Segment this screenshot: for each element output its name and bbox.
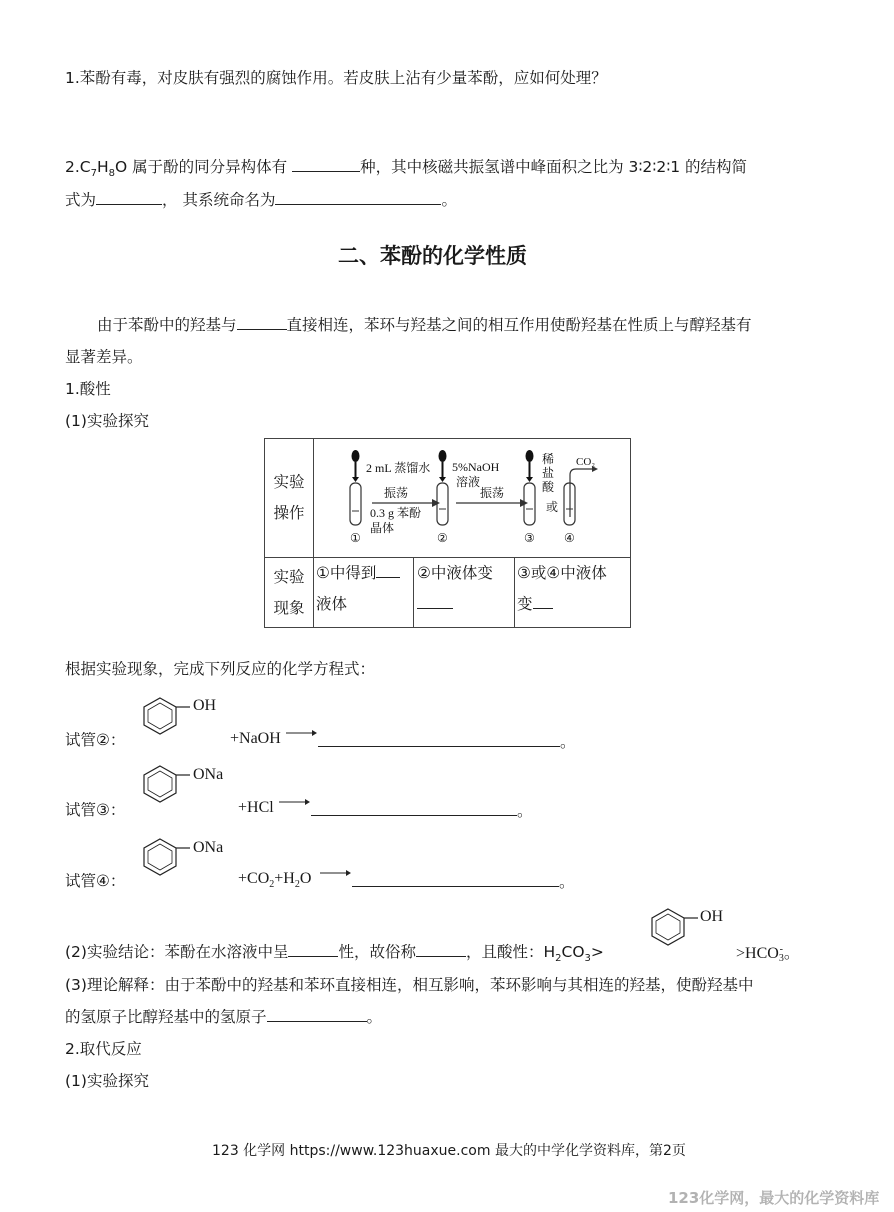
conclusion-a: (2)实验结论：苯酚在水溶液中呈 [65, 943, 289, 961]
answer-blank[interactable] [96, 189, 162, 205]
equation-2-end: 。 [517, 802, 533, 820]
page-footer: 123 化学网 https://www.123huaxue.com 最大的中学化学资料库，第2页 [212, 1143, 686, 1159]
equation-1-answer [318, 730, 576, 752]
q2-p2: 种，其中核磁共振氢谱中峰面积之比为 3∶2∶2∶1 的结构简 [360, 158, 748, 176]
equation-3-reagent-sub: 2 [269, 879, 275, 891]
conclusion-end: 。 [783, 945, 800, 962]
answer-blank[interactable] [275, 189, 441, 205]
section-title: 二、苯酚的化学性质 [338, 244, 527, 268]
conclusion-b: 性，故俗称 [338, 943, 416, 961]
observation-2 [414, 558, 515, 628]
substitution-heading: 2.取代反应 [65, 1040, 142, 1058]
question-2-line2 [65, 188, 457, 210]
conclusion-d: CO [561, 943, 585, 961]
experiment-table [264, 438, 631, 628]
equation-3-answer [352, 870, 575, 892]
observation-2-a: ②中液体变 [417, 564, 493, 582]
reaction-arrow-icon [286, 728, 318, 738]
label-water: 2 mL 蒸馏水 [366, 461, 431, 475]
answer-blank[interactable] [376, 562, 400, 578]
conclusion-sup3: - [779, 944, 783, 956]
arrow-2 [456, 499, 528, 507]
q2-line2-end: 。 [441, 191, 457, 209]
answer-blank[interactable] [237, 314, 287, 330]
theory-line2 [65, 1005, 382, 1027]
q2-sub2: 8 [108, 168, 116, 180]
observation-1-b: 液体 [316, 595, 348, 613]
equation-2-label: 试管③： [65, 801, 126, 819]
equation-2-group: ONa [193, 766, 224, 783]
label-co2: CO₂ [576, 456, 596, 468]
q2-mid: H [97, 158, 109, 176]
equation-2-reagent: +HCl [238, 799, 274, 816]
question-2 [65, 155, 747, 179]
equation-3-reagent-b: +H [274, 870, 295, 887]
theory-line2-a: 的氢原子比醇羟基中的氢原子 [65, 1008, 267, 1026]
conclusion-sub3: 3 [778, 953, 784, 965]
equation-3-reagent-sub2: 2 [294, 879, 300, 891]
test-tube-2 [437, 450, 448, 525]
q2-after-formula: O 属于酚的同分异构体有 [115, 158, 288, 176]
test-tube-3 [524, 450, 535, 525]
label-shake-1: 振荡 [384, 486, 409, 500]
theory-line1: (3)理论解释：由于苯酚中的羟基和苯环直接相连，相互影响，苯环影响与其相连的羟基，使酚羟基中 [65, 976, 754, 994]
label-or: 或 [546, 500, 559, 514]
conclusion-e: > [590, 943, 604, 961]
benzene-ring-icon [140, 763, 240, 815]
benzene-ring-icon [648, 906, 748, 958]
conclusion-f: >HCO [736, 945, 779, 962]
observation-3-b: 变 [517, 595, 533, 613]
label-phenol-b: 晶体 [370, 521, 395, 535]
benzene-ring-icon [140, 836, 240, 888]
benzene-ring-icon [140, 695, 240, 747]
equation-3-reagent [238, 870, 311, 890]
test-tube-4 [564, 466, 598, 525]
equation-1-end: 。 [560, 733, 576, 751]
conclusion-sub1: 2 [555, 953, 562, 965]
q2-sub1: 7 [90, 168, 97, 180]
answer-blank[interactable] [533, 593, 553, 609]
label-acid-c: 酸 [542, 480, 555, 494]
equation-2-answer [311, 799, 533, 821]
observation-3 [515, 558, 631, 628]
conclusion-line [65, 940, 604, 964]
answer-blank[interactable] [417, 593, 453, 609]
answer-blank[interactable] [267, 1006, 367, 1022]
exp-heading: (1)实验探究 [65, 412, 149, 430]
row-label-observation-b: 现象 [273, 598, 305, 617]
theory-line2-end: 。 [366, 1008, 383, 1026]
equation-intro: 根据实验现象，完成下列反应的化学方程式： [65, 660, 376, 678]
label-n2: ② [437, 531, 448, 545]
row-label-operation [265, 439, 314, 558]
intro-line1-a: 由于苯酚中的羟基与 [97, 316, 237, 334]
equation-3-end: 。 [559, 873, 575, 891]
q2-prefix: 2.C [65, 158, 91, 176]
reaction-arrow-icon [279, 797, 311, 807]
label-n3: ③ [524, 531, 535, 545]
intro-line1 [97, 313, 752, 335]
observation-1 [314, 558, 414, 628]
conclusion-tail [736, 940, 800, 963]
observation-3-a: ③或④中液体 [517, 564, 607, 582]
q2-line2-a: 式为 [65, 191, 97, 209]
q2-line2-b: ， 其系统命名为 [162, 191, 276, 209]
label-naoh-a: 5%NaOH [452, 460, 500, 474]
exp-heading-2: (1)实验探究 [65, 1072, 149, 1090]
intro-line2: 显著差异。 [65, 348, 143, 366]
label-n4: ④ [564, 531, 575, 545]
conclusion-c: ，且酸性：H [465, 943, 556, 961]
answer-blank[interactable] [352, 871, 559, 887]
label-n1: ① [350, 531, 361, 545]
label-shake-2: 振荡 [480, 486, 505, 500]
test-tube-1 [350, 450, 361, 525]
experiment-diagram [314, 439, 632, 557]
answer-blank[interactable] [292, 156, 360, 172]
reaction-arrow-icon [320, 868, 352, 878]
label-naoh-b: 溶液 [456, 475, 481, 489]
answer-blank[interactable] [318, 731, 560, 747]
conclusion-group: OH [700, 908, 724, 925]
equation-1-group: OH [193, 697, 217, 714]
answer-blank[interactable] [288, 941, 338, 957]
row-label-observation [265, 558, 314, 628]
answer-blank[interactable] [416, 941, 466, 957]
experiment-diagram-cell [314, 439, 631, 558]
answer-blank[interactable] [311, 800, 517, 816]
equation-1-reagent: +NaOH [230, 730, 281, 747]
equation-3-label: 试管④： [65, 872, 126, 890]
row-label-observation-a: 实验 [273, 567, 305, 586]
equation-3-group: ONa [193, 839, 224, 856]
watermark: 123化学网，最大的化学资料库 [668, 1189, 880, 1207]
equation-3-reagent-c: O [299, 870, 312, 887]
row-label-operation-a: 实验 [273, 473, 305, 491]
acid-heading: 1.酸性 [65, 380, 111, 398]
question-1: 1.苯酚有毒，对皮肤有强烈的腐蚀作用。若皮肤上沾有少量苯酚，应如何处理？ [65, 69, 607, 87]
intro-line1-b: 直接相连，苯环与羟基之间的相互作用使酚羟基在性质上与醇羟基有 [286, 316, 752, 334]
observation-1-a: ①中得到 [316, 564, 377, 582]
row-label-operation-b: 操作 [273, 504, 305, 522]
equation-1-label: 试管②： [65, 731, 126, 749]
label-acid-b: 盐 [542, 466, 555, 480]
conclusion-sub2: 3 [584, 953, 591, 965]
label-acid-a: 稀 [542, 452, 555, 466]
label-phenol-a: 0.3 g 苯酚 [370, 506, 422, 520]
equation-3-reagent-a: +CO [238, 870, 270, 887]
